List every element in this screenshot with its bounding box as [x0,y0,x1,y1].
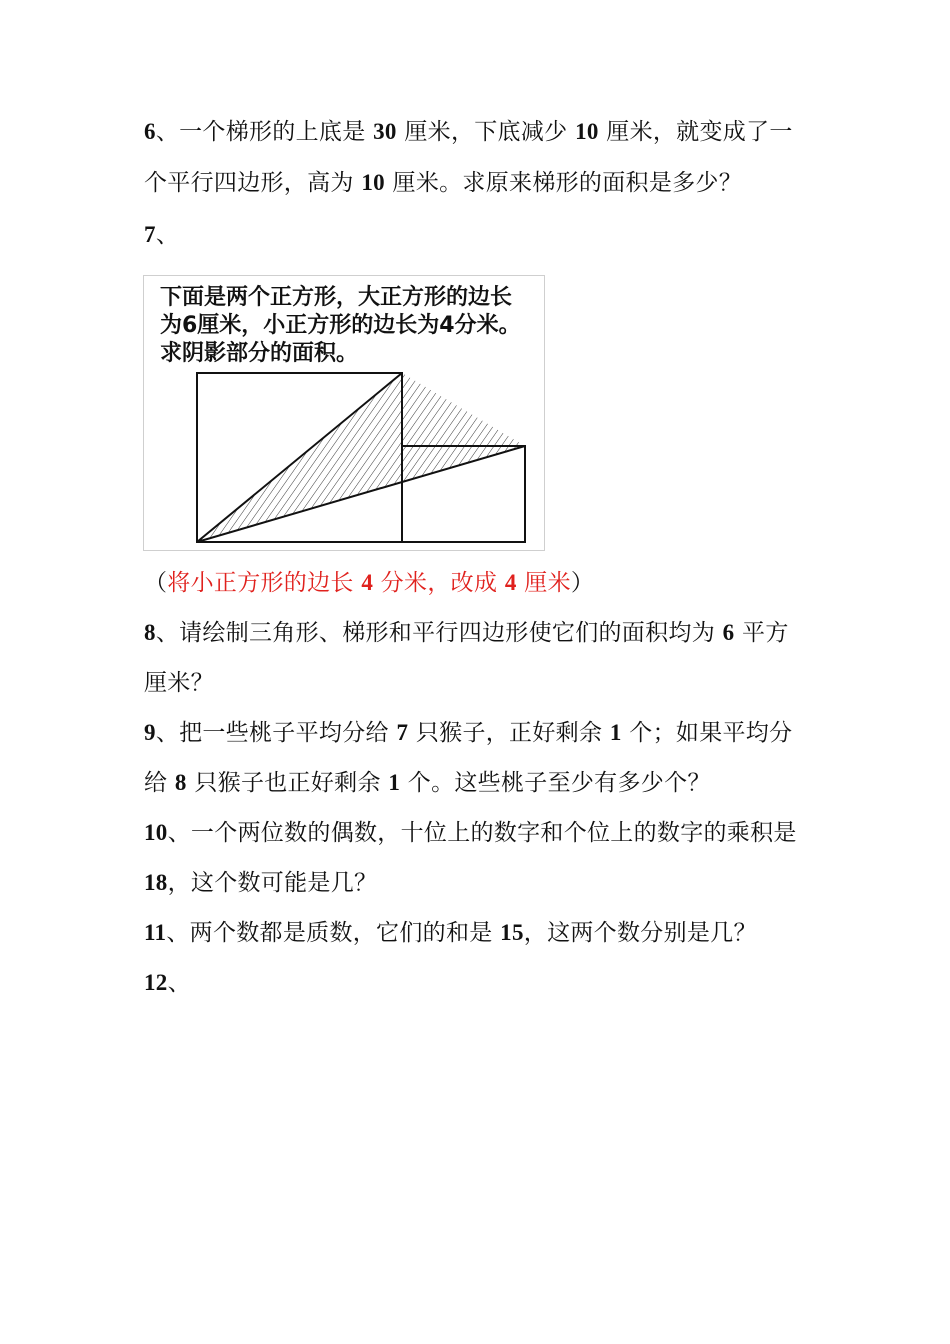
figure-text-line: 为6厘米，小正方形的边长为4分米。 [160,313,521,338]
question-12-label [144,968,191,998]
question-text: ，这个数可能是几？ [167,870,378,896]
number-value: 18 [144,870,168,895]
number-value: 7 [396,720,409,745]
question-text: 只猴子，正好剩余 [408,720,610,746]
question-text: 、 [167,970,191,996]
question-text: 厘米，就变成了一 [598,119,793,145]
question-number: 7 [144,222,156,247]
note-number: 4 [361,570,374,595]
note-text: 将小正方形的边长 [167,570,362,596]
number-value: 15 [500,920,524,945]
number-value: 30 [373,119,397,144]
squares-diagram [144,276,546,552]
question-7-label [144,220,179,250]
note-paren-open: （ [144,570,168,596]
question-text: 、一个梯形的上底是 [155,119,374,145]
question-10-line-1 [144,818,797,848]
question-text: 厘米。求原来梯形的面积是多少？ [384,170,743,196]
question-11-line-1 [144,918,757,948]
number-value: 1 [609,720,622,745]
figure-text-line: 求阴影部分的面积。 [160,341,359,366]
question-number: 12 [144,970,168,995]
question-6-line-1 [144,117,793,147]
number-value: 10 [575,119,599,144]
note-number: 4 [504,570,517,595]
question-number: 10 [144,820,168,845]
question-text: 厘米，下底减少 [396,119,576,145]
number-value: 1 [388,770,401,795]
question-10-line-2 [144,868,377,898]
question-7-note [144,568,594,598]
question-number: 11 [144,920,167,945]
geometry-figure [143,275,545,551]
question-9-line-1 [144,718,792,748]
question-text: 、两个数都是质数，它们的和是 [166,920,501,946]
question-text: 、一个两位数的偶数，十位上的数字和个位上的数字的乘积是 [167,820,797,846]
note-text: 厘米 [516,570,571,596]
question-number: 6 [144,119,156,144]
question-text: 个。这些桃子至少有多少个？ [400,770,711,796]
number-value: 6 [722,620,735,645]
question-text: 给 [144,770,175,796]
question-text: 平方 [734,620,789,646]
number-value: 8 [174,770,187,795]
question-8-line-2 [144,668,214,698]
question-text: 个平行四边形，高为 [144,170,362,196]
question-text: 个；如果平均分 [621,720,793,746]
note-text: 分米，改成 [373,570,505,596]
question-text: ，这两个数分别是几？ [523,920,757,946]
number-value: 10 [361,170,385,195]
question-text: 只猴子也正好剩余 [186,770,389,796]
question-9-line-2 [144,768,711,798]
question-6-line-2 [144,168,742,198]
question-number: 8 [144,620,156,645]
figure-text-line: 下面是两个正方形，大正方形的边长 [160,285,513,310]
question-text: 厘米？ [144,670,214,696]
question-text: 、 [155,222,180,248]
shaded-triangle [197,373,525,542]
question-number: 9 [144,720,156,745]
note-paren-close: ） [570,570,595,596]
question-text: 、把一些桃子平均分给 [155,720,397,746]
question-8-line-1 [144,618,789,648]
question-text: 、请绘制三角形、梯形和平行四边形使它们的面积均为 [155,620,723,646]
